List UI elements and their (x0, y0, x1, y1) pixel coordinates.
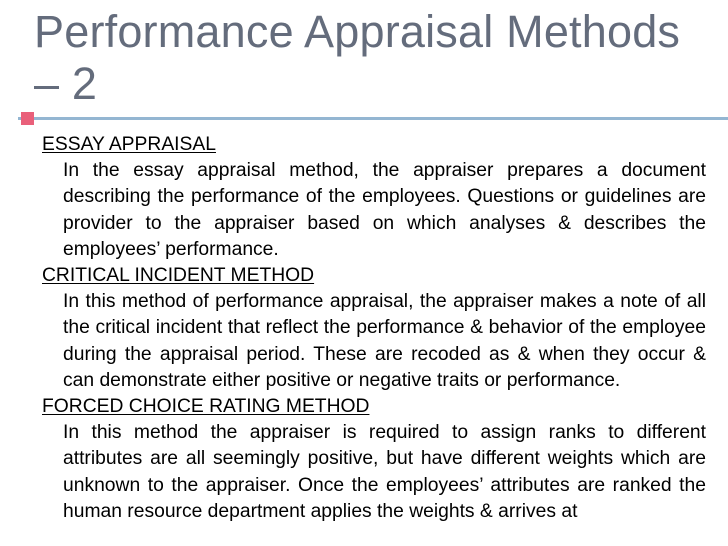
slide-title-line-1: Performance Appraisal Methods (34, 6, 681, 57)
section-body-forced-choice-rating-method: In this method the appraiser is required to assign ranks to different attributes are all seemingly positive, but have different weights which are unknown to the appraiser. Once the employees’ attributes are ranked the human resource department applies the weights & arrives at (63, 422, 706, 522)
slide-title-line-2: – 2 (34, 58, 98, 109)
accent-square-icon (21, 112, 34, 125)
section-heading-critical-incident-method: CRITICAL INCIDENT METHOD (42, 265, 315, 287)
title-divider (18, 117, 728, 120)
section-heading-forced-choice-rating-method: FORCED CHOICE RATING METHOD (42, 396, 370, 418)
section-heading-essay-appraisal: ESSAY APPRAISAL (42, 134, 216, 155)
slide-title (34, 6, 714, 110)
section-body-essay-appraisal: In the essay appraisal method, the appraiser prepares a document describing the performance of the employees. Questions or guidelines are provider to the appraiser based on which analyses & describes the employees’ performance. (63, 160, 706, 260)
section-body-critical-incident-method: In this method of performance appraisal, the appraiser makes a note of all the critical incident that reflect the performance & behavior of the employee during the appraisal period. These are recoded as & when they occur & can demonstrate either positive or negative traits or performance. (63, 291, 706, 391)
slide-content (42, 132, 706, 525)
